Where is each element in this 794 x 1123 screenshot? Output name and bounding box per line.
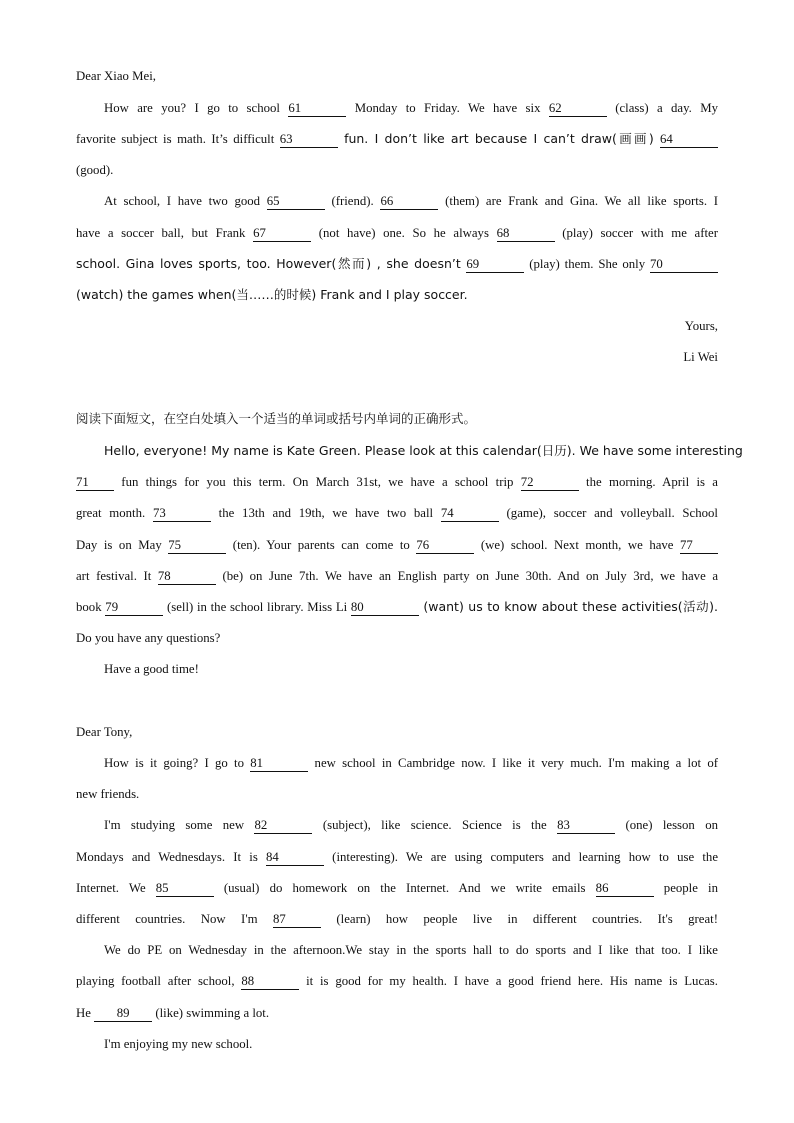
letter1-line-5: have a soccer ball, but Frank 67 (not have) one. So he always 68 (play) soccer with me after — [76, 226, 718, 240]
letter3-greeting: Dear Tony, — [76, 725, 133, 739]
answer-blank-64[interactable]: 64 — [660, 132, 718, 148]
letter1-greeting: Dear Xiao Mei, — [76, 69, 156, 83]
letter1-line-7: (watch) the games when(当……的时候) Frank and I play soccer. — [76, 287, 468, 302]
answer-blank-72[interactable]: 72 — [521, 475, 579, 491]
section-instruction: 阅读下面短文，在空白处填入一个适当的单词或括号内单词的正确形式。 — [76, 411, 477, 426]
letter3-line-8: playing football after school, 88 it is good for my health. I have a good friend here. His name is Lucas. — [76, 974, 718, 988]
answer-blank-71[interactable]: 71 — [76, 475, 114, 491]
answer-blank-80[interactable]: 80 — [351, 600, 419, 616]
answer-blank-69[interactable]: 69 — [466, 257, 524, 273]
passage2-line-2: 71 fun things for you this term. On March 31st, we have a school trip 72 the morning. April is a — [76, 475, 718, 489]
letter3-line-4: Mondays and Wednesdays. It is 84 (interesting). We are using computers and learning how to use the — [76, 850, 718, 864]
letter1-line-6: school. Gina loves sports, too. However(然而) , she doesn’t 69 (play) them. She only 70 — [76, 255, 718, 273]
answer-blank-79[interactable]: 79 — [105, 600, 163, 616]
letter1-closing: Yours, — [684, 319, 718, 333]
letter3-line-1: How is it going? I go to 81 new school in Cambridge now. I like it very much. I'm making a lot of — [104, 756, 719, 770]
letter3-line-10: I'm enjoying my new school. — [104, 1037, 253, 1051]
answer-blank-83[interactable]: 83 — [557, 818, 615, 834]
answer-blank-73[interactable]: 73 — [153, 506, 211, 522]
answer-blank-62[interactable]: 62 — [549, 101, 607, 117]
answer-blank-67[interactable]: 67 — [253, 226, 311, 242]
answer-blank-66[interactable]: 66 — [380, 194, 438, 210]
letter1-line-2: favorite subject is math. It’s difficult 63 fun. I don’t like art because I can’t draw(画画) 64 — [76, 130, 718, 148]
answer-blank-82[interactable]: 82 — [254, 818, 312, 834]
passage2-line-8: Have a good time! — [104, 662, 199, 676]
answer-blank-70[interactable]: 70 — [650, 257, 718, 273]
passage2-line-5: art festival. It 78 (be) on June 7th. We have an English party on June 30th. And on July 3rd, we have a — [76, 569, 718, 583]
answer-blank-87[interactable]: 87 — [273, 912, 321, 928]
letter3-line-5: Internet. We 85 (usual) do homework on the Internet. And we write emails 86 people in — [76, 881, 719, 895]
answer-blank-65[interactable]: 65 — [267, 194, 325, 210]
passage2-line-6: book 79 (sell) in the school library. Miss Li 80 (want) us to know about these activities(活动). — [76, 599, 718, 614]
passage2-line-3: great month. 73 the 13th and 19th, we have two ball 74 (game), soccer and volleyball. School — [76, 506, 718, 520]
answer-blank-78[interactable]: 78 — [158, 569, 216, 585]
letter3-line-9: He 89 (like) swimming a lot. — [76, 1006, 270, 1020]
answer-blank-76[interactable]: 76 — [416, 538, 474, 554]
answer-blank-61[interactable]: 61 — [288, 101, 346, 117]
answer-blank-89[interactable]: 89 — [94, 1006, 152, 1022]
answer-blank-63[interactable]: 63 — [280, 132, 338, 148]
letter3-line-2: new friends. — [76, 787, 140, 801]
answer-blank-81[interactable]: 81 — [250, 756, 308, 772]
letter3-line-6: different countries. Now I'm 87 (learn) how people live in different countries. It's great! — [76, 912, 718, 926]
answer-blank-77[interactable]: 77 — [680, 538, 718, 554]
letter3-line-7: We do PE on Wednesday in the afternoon.We stay in the sports hall to do sports and I like that too. I like — [104, 943, 718, 957]
passage2-line-4: Day is on May 75 (ten). Your parents can come to 76 (we) school. Next month, we have 77 — [76, 536, 718, 554]
passage2-line-1: Hello, everyone! My name is Kate Green. Please look at this calendar(日历). We have some interesting — [104, 443, 743, 458]
letter1-line-3: (good). — [76, 163, 114, 177]
answer-blank-84[interactable]: 84 — [266, 850, 324, 866]
letter1-line-4: At school, I have two good 65 (friend). 66 (them) are Frank and Gina. We all like sports. I — [104, 194, 718, 208]
passage2-line-7: Do you have any questions? — [76, 631, 221, 645]
answer-blank-86[interactable]: 86 — [596, 881, 654, 897]
answer-blank-75[interactable]: 75 — [168, 538, 226, 554]
letter1-signature: Li Wei — [683, 350, 718, 364]
answer-blank-88[interactable]: 88 — [241, 974, 299, 990]
answer-blank-74[interactable]: 74 — [441, 506, 499, 522]
letter1-line-1: How are you? I go to school 61 Monday to Friday. We have six 62 (class) a day. My — [104, 101, 719, 115]
answer-blank-85[interactable]: 85 — [156, 881, 214, 897]
letter3-line-3: I'm studying some new 82 (subject), like science. Science is the 83 (one) lesson on — [104, 818, 719, 832]
answer-blank-68[interactable]: 68 — [497, 226, 555, 242]
